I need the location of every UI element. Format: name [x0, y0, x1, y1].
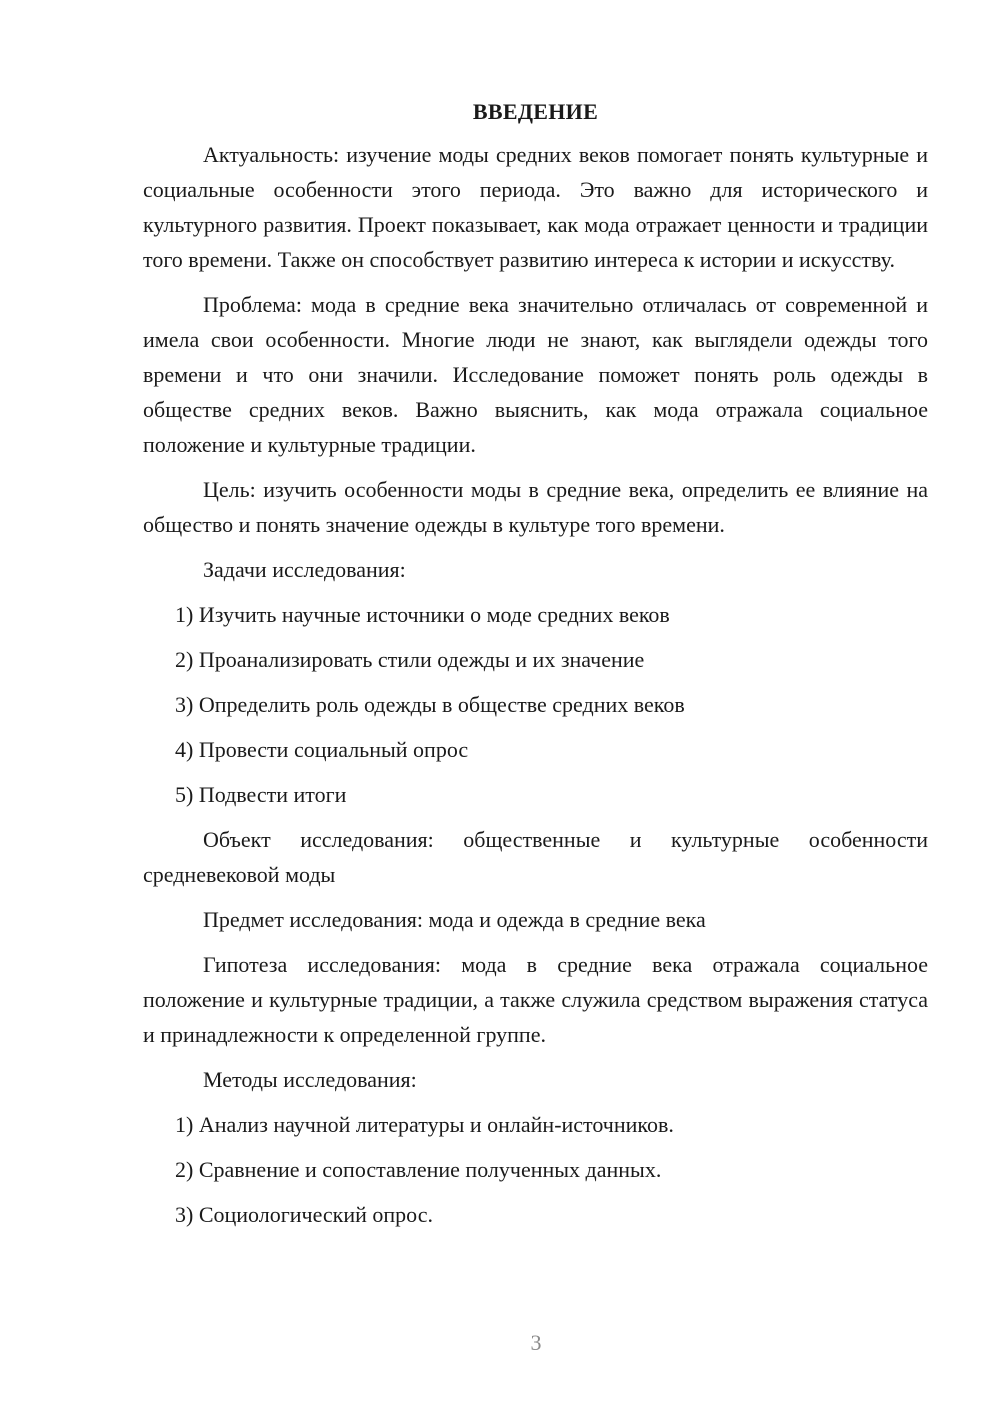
relevance-paragraph: Актуальность: изучение моды средних веков помогает понять культурные и социальные особенности этого периода. Это важно для исторического и культурного развития. Проект показывает, как мода отражает ценности и традиции того времени. Также он способствует развитию интереса к истории и искусству.: [143, 142, 928, 272]
method-item: 2) Сравнение и сопоставление полученных данных.: [175, 1157, 662, 1182]
page-number: 3: [530, 1330, 542, 1355]
tasks-list: [143, 597, 928, 812]
method-item: 1) Анализ научной литературы и онлайн-источников.: [175, 1112, 674, 1137]
method-item: 3) Социологический опрос.: [175, 1202, 433, 1227]
task-item: 3) Определить роль одежды в обществе средних веков: [175, 692, 685, 717]
problem-paragraph: Проблема: мода в средние века значительно отличалась от современной и имела свои особенности. Многие люди не знают, как выглядели одежды того времени и что они значили. Исследование поможет понять роль одежды в обществе средних веков. Важно выяснить, как мода отражала социальное положение и культурные традиции.: [143, 292, 928, 457]
task-item: 2) Проанализировать стили одежды и их значение: [175, 647, 645, 672]
task-item: 1) Изучить научные источники о моде средних веков: [175, 602, 670, 627]
tasks-label: Задачи исследования:: [203, 557, 406, 582]
methods-list: [143, 1107, 928, 1232]
hypothesis-paragraph: Гипотеза исследования: мода в средние века отражала социальное положение и культурные традиции, а также служила средством выражения статуса и принадлежности к определенной группе.: [143, 952, 928, 1047]
task-item: 5) Подвести итоги: [175, 782, 347, 807]
goal-paragraph: Цель: изучить особенности моды в средние века, определить ее влияние на общество и понять значение одежды в культуре того времени.: [143, 477, 928, 537]
section-title: ВВЕДЕНИЕ: [472, 99, 599, 124]
document-body: [143, 94, 928, 1242]
task-item: 4) Провести социальный опрос: [175, 737, 469, 762]
subject-paragraph: Предмет исследования: мода и одежда в средние века: [203, 907, 706, 932]
object-paragraph: Объект исследования: общественные и культурные особенности средневековой моды: [143, 827, 928, 887]
methods-label: Методы исследования:: [203, 1067, 417, 1092]
